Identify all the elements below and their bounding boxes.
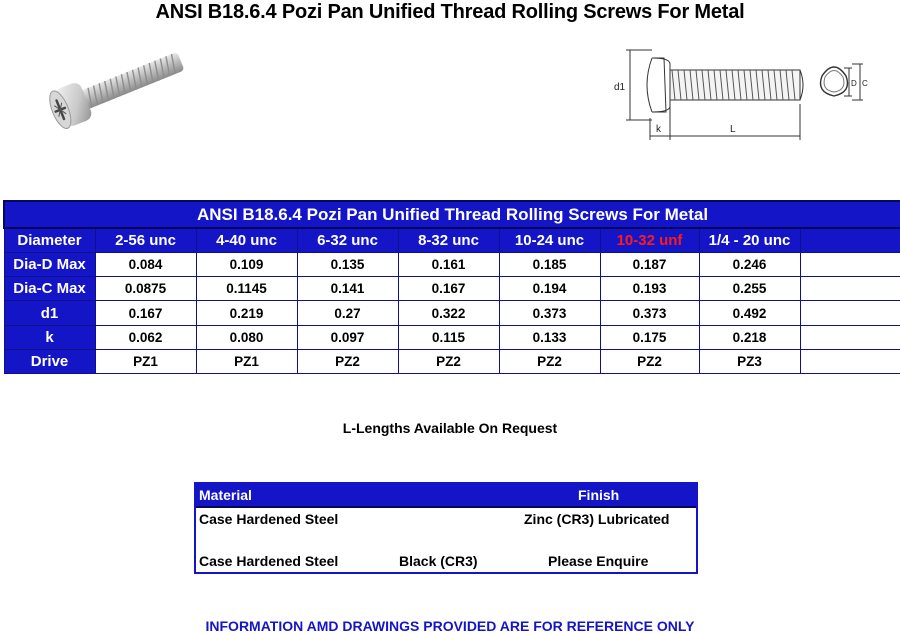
material-table-header (196, 484, 696, 508)
table-cell: PZ2 (600, 349, 699, 373)
table-cell: PZ2 (398, 349, 499, 373)
table-cell: 0.1145 (196, 277, 297, 301)
table-cell: 0.255 (699, 277, 800, 301)
table-cell: 0.187 (600, 252, 699, 276)
row-label: Dia-C Max (4, 277, 95, 301)
table-cell: 0.135 (297, 252, 398, 276)
table-row (4, 252, 900, 276)
table-cell-empty (800, 325, 900, 349)
header-material: Material (199, 487, 252, 503)
table-cell: 0.115 (398, 325, 499, 349)
table-cell: 0.219 (196, 301, 297, 325)
table-cell: 0.109 (196, 252, 297, 276)
table-cell: 0.0875 (95, 277, 196, 301)
spec-table (3, 200, 900, 374)
table-cell: 0.167 (398, 277, 499, 301)
table-row (4, 301, 900, 325)
row-label: Drive (4, 349, 95, 373)
table-cell-empty (800, 252, 900, 276)
table-cell: 0.084 (95, 252, 196, 276)
table-row (4, 325, 900, 349)
table-cell: 0.141 (297, 277, 398, 301)
row-label: Dia-D Max (4, 252, 95, 276)
material-table (194, 482, 698, 574)
table-cell: 0.080 (196, 325, 297, 349)
screw-photo (40, 48, 190, 138)
header-col-6-32: 6-32 unc (297, 228, 398, 252)
table-cell-empty (800, 349, 900, 373)
table-cell: PZ3 (699, 349, 800, 373)
material-row-2-material: Case Hardened Steel (199, 553, 339, 569)
header-col-empty (800, 228, 900, 252)
table-cell: 0.161 (398, 252, 499, 276)
screw-technical-drawing (612, 40, 872, 145)
table-cell: 0.167 (95, 301, 196, 325)
material-row-1-material: Case Hardened Steel (199, 511, 339, 527)
header-col-8-32: 8-32 unc (398, 228, 499, 252)
table-cell: 0.062 (95, 325, 196, 349)
header-col-10-32: 10-32 unf (600, 228, 699, 252)
material-row-2-colour: Black (CR3) (399, 553, 478, 569)
table-cell: 0.492 (699, 301, 800, 325)
material-row-2-finish: Please Enquire (548, 553, 649, 569)
disclaimer: INFORMATION AMD DRAWINGS PROVIDED ARE FOR REFERENCE ONLY (205, 618, 695, 633)
spec-table-title: ANSI B18.6.4 Pozi Pan Unified Thread Rolling Screws For Metal (4, 201, 900, 228)
drawing-label-d1: d1 (614, 82, 626, 93)
table-cell: 0.133 (499, 325, 600, 349)
row-label: k (4, 325, 95, 349)
drawing-label-d: D (851, 79, 857, 88)
header-col-2-56: 2-56 unc (95, 228, 196, 252)
spec-table-header-row (4, 228, 900, 252)
drawing-label-c: C (862, 79, 868, 88)
header-label-diameter: Diameter (4, 228, 95, 252)
page-title: ANSI B18.6.4 Pozi Pan Unified Thread Rolling Screws For Metal (155, 1, 745, 23)
table-cell-empty (800, 277, 900, 301)
table-cell-empty (800, 301, 900, 325)
table-cell: PZ2 (297, 349, 398, 373)
row-label: d1 (4, 301, 95, 325)
table-cell: 0.373 (600, 301, 699, 325)
table-cell: 0.373 (499, 301, 600, 325)
header-finish: Finish (578, 487, 620, 503)
table-row (4, 277, 900, 301)
table-cell: 0.27 (297, 301, 398, 325)
availability-note: L-Lengths Available On Request (342, 420, 558, 436)
table-cell: 0.097 (297, 325, 398, 349)
table-cell: 0.175 (600, 325, 699, 349)
material-row-1-finish: Zinc (CR3) Lubricated (524, 511, 670, 527)
table-cell: 0.246 (699, 252, 800, 276)
header-col-4-40: 4-40 unc (196, 228, 297, 252)
table-cell: PZ2 (499, 349, 600, 373)
header-col-10-24: 10-24 unc (499, 228, 600, 252)
drawing-label-l: L (730, 124, 736, 135)
table-cell: PZ1 (196, 349, 297, 373)
table-cell: 0.194 (499, 277, 600, 301)
table-cell: 0.193 (600, 277, 699, 301)
table-cell: PZ1 (95, 349, 196, 373)
drawing-label-k: k (656, 124, 661, 135)
table-row (4, 349, 900, 373)
table-cell: 0.218 (699, 325, 800, 349)
table-cell: 0.185 (499, 252, 600, 276)
table-cell: 0.322 (398, 301, 499, 325)
header-col-1-4-20: 1/4 - 20 unc (699, 228, 800, 252)
